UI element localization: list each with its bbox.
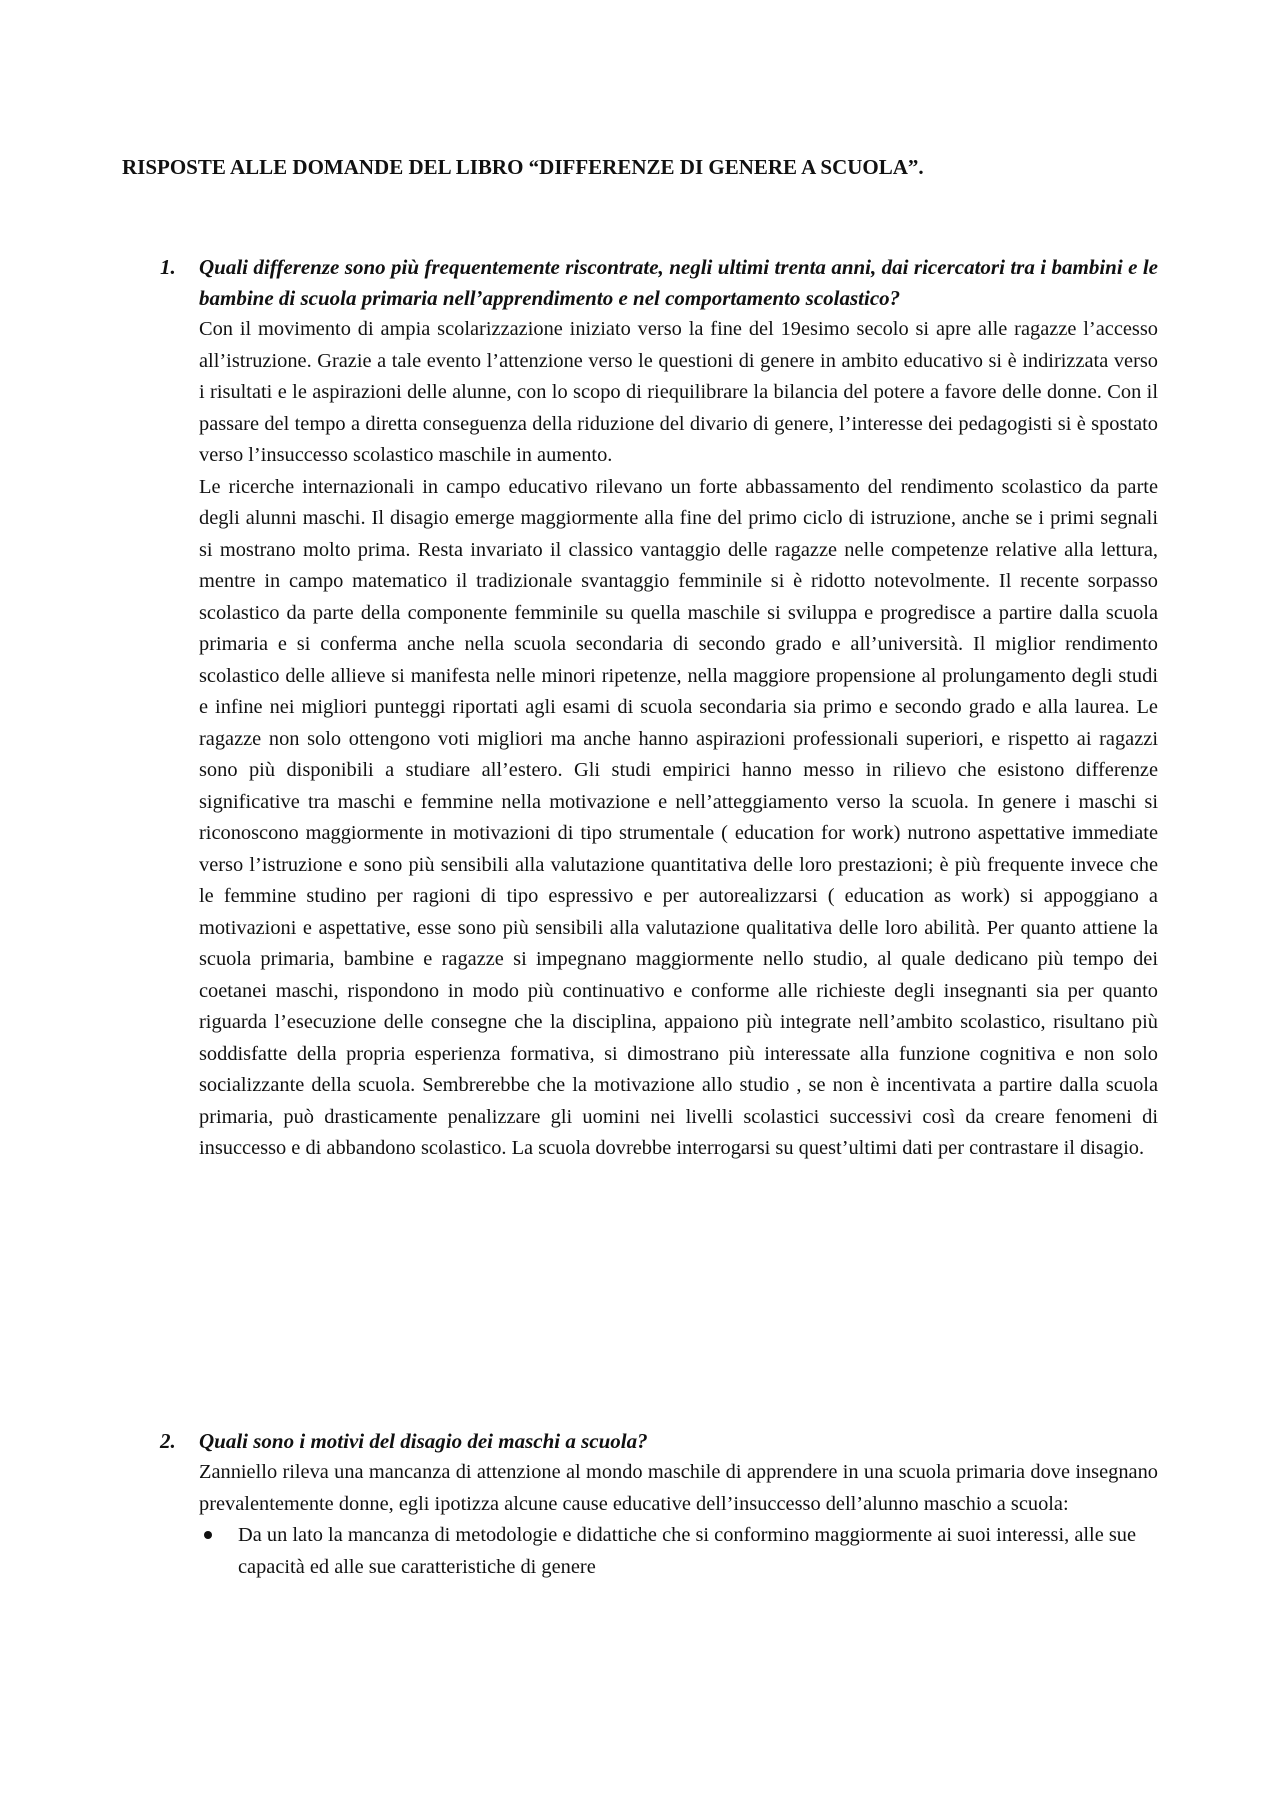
question-number: 2. xyxy=(160,1429,176,1453)
answer-body xyxy=(199,1457,1158,1520)
question-title: Quali differenze sono più frequentemente riscontrate, negli ultimi trenta anni, dai ricercatori tra i bambini e le bambine di scuola primaria nell’apprendimento e nel comportamento scolastico? xyxy=(199,255,1158,310)
answer-paragraph: Zanniello rileva una mancanza di attenzione al mondo maschile di apprendere in una scuola primaria dove insegnano prevalentemente donne, egli ipotizza alcune cause educative dell’insuccesso dell’alunno maschio a scuola: xyxy=(199,1461,1158,1515)
list-item-text: Da un lato la mancanza di metodologie e didattiche che si conformino maggiormente ai suoi interessi, alle sue capacità ed alle sue caratteristiche di genere xyxy=(238,1524,1137,1578)
answer-paragraph: Le ricerche internazionali in campo educativo rilevano un forte abbassamento del rendimento scolastico da parte degli alunni maschi. Il disagio emerge maggiormente alla fine del primo ciclo di istruzione, anche se i primi segnali si mostrano molto prima. Resta invariato il classico vantaggio delle ragazze nelle competenze relative alla lettura, mentre in campo matematico il tradizionale svantaggio femminile si è ridotto notevolmente. Il recente sorpasso scolastico da parte della componente femminile su quella maschile si sviluppa e progredisce a partire dalla scuola primaria e si conferma anche nella scuola secondaria di secondo grado e all’università. Il miglior rendimento scolastico delle allieve si manifesta nelle minori ripetenze, nella maggiore propensione al prolungamento degli studi e infine nei migliori punteggi riportati agli esami di scuola secondaria sia primo e secondo grado e alla laurea. Le ragazze non solo ottengono voti migliori ma anche hanno aspirazioni professionali superiori, e rispetto ai ragazzi sono più disponibili a studiare all’estero. Gli studi empirici hanno messo in rilievo che esistono differenze significative tra maschi e femmine nella motivazione e nell’atteggiamento verso la scuola. In genere i maschi si riconoscono maggiormente in motivazioni di tipo strumentale ( education for work) nutrono aspettative immediate verso l’istruzione e sono più sensibili alla valutazione quantitativa delle loro prestazioni; è più frequente invece che le femmine studino per ragioni di tipo espressivo e per autorealizzarsi ( education as work) si appoggiano a motivazioni e aspettative, esse sono più sensibili alla valutazione qualitativa delle loro abilità. Per quanto attiene la scuola primaria, bambine e ragazze si impegnano maggiormente nello studio, al quale dedicano più tempo dei coetanei maschi, rispondono in modo più continuativo e conforme alle richieste degli insegnanti sia per quanto riguarda l’esecuzione delle consegne che la disciplina, appaiono più integrate nell’ambito scolastico, risultano più soddisfatte della propria esperienza formativa, si dimostrano più interessate alla funzione cognitiva e non solo socializzante della scuola. Sembrerebbe che la motivazione allo studio , se non è incentivata a partire dalla scuola primaria, può drasticamente penalizzare gli uomini nei livelli scolastici successivi così da creare fenomeni di insuccesso e di abbandono scolastico. La scuola dovrebbe interrogarsi su quest’ultimi dati per contrastare il disagio. xyxy=(199,475,1158,1159)
question-2 xyxy=(160,1426,1158,1583)
answer-body xyxy=(199,314,1158,1165)
question-number: 1. xyxy=(160,255,176,279)
question-title: Quali sono i motivi del disagio dei maschi a scuola? xyxy=(199,1429,648,1453)
document-title: RISPOSTE ALLE DOMANDE DEL LIBRO “DIFFERENZE DI GENERE A SCUOLA”. xyxy=(122,155,924,179)
answer-paragraph: Con il movimento di ampia scolarizzazione iniziato verso la fine del 19esimo secolo si apre alle ragazze l’accesso all’istruzione. Grazie a tale evento l’attenzione verso le questioni di genere in ambito educativo si è indirizzata verso i risultati e le aspirazioni delle alunne, con lo scopo di riequilibrare la bilancia del potere a favore delle donne. Con il passare del tempo a diretta conseguenza della riduzione del divario di genere, l’interesse dei pedagogisti si è spostato verso l’insuccesso scolastico maschile in aumento. xyxy=(199,318,1158,466)
bullet-icon xyxy=(204,1531,212,1539)
bullet-list xyxy=(160,1520,1158,1583)
list-item xyxy=(238,1520,1158,1583)
question-1 xyxy=(160,252,1158,1165)
